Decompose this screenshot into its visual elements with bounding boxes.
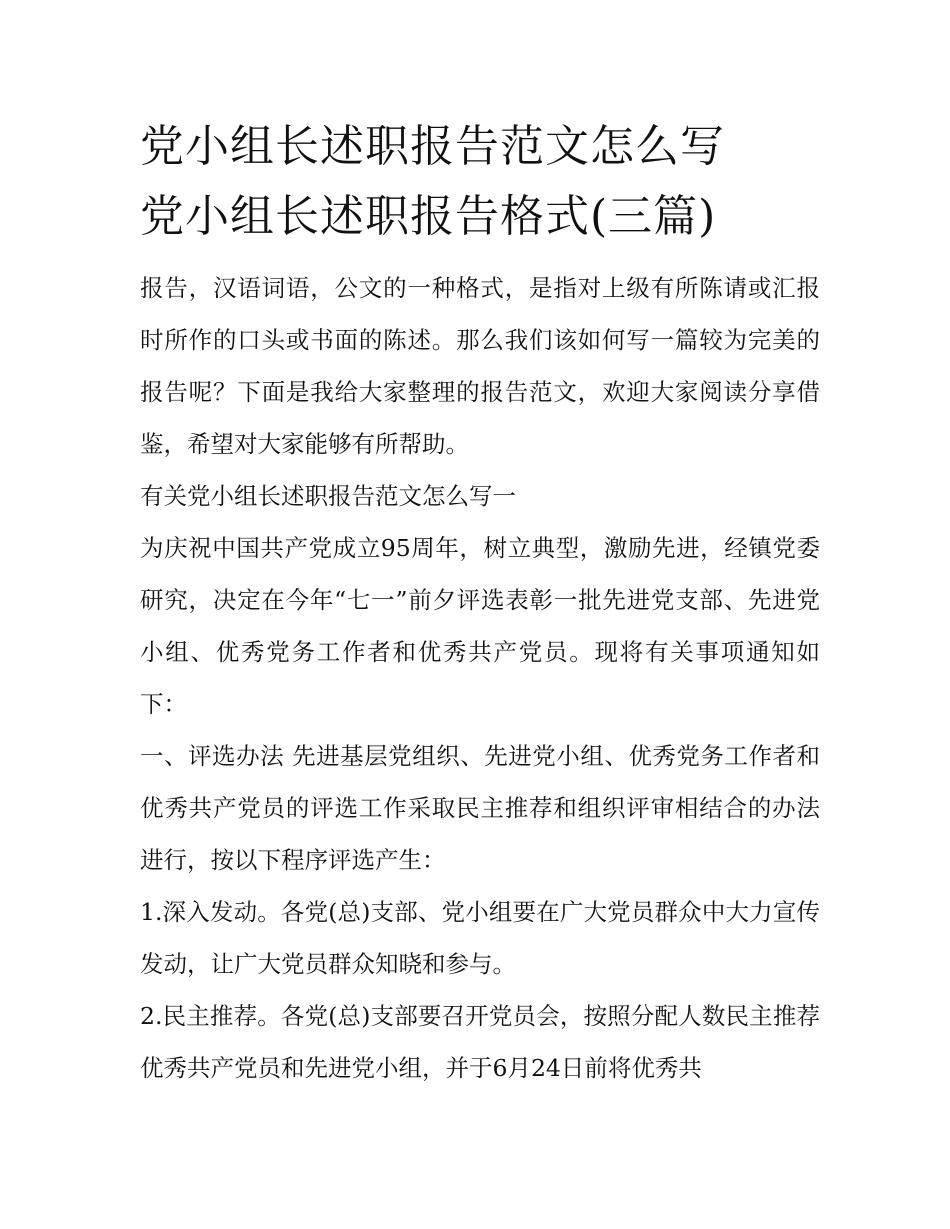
document-page — [140, 112, 820, 1094]
intro-paragraph: 报告，汉语词语，公文的一种格式，是指对上级有所陈请或汇报时所作的口头或书面的陈述。那么我们该如何写一篇较为完美的报告呢？下面是我给大家整理的报告范文，欢迎大家阅读分享借鉴，希望对大家能够有所帮助。 — [140, 274, 820, 458]
title-line-2: 党小组长述职报告格式(三篇) — [140, 191, 717, 242]
body-paragraph: 2.民主推荐。各党(总)支部要召开党员会，按照分配人数民主推荐优秀共产党员和先进党小组，并于6月24日前将优秀共 — [140, 1002, 820, 1082]
body-paragraph: 一、评选办法 先进基层党组织、先进党小组、优秀党务工作者和优秀共产党员的评选工作采取民主推荐和组织评审相结合的办法进行，按以下程序评选产生： — [140, 742, 820, 874]
document-title — [140, 112, 820, 252]
body-paragraph: 1.深入发动。各党(总)支部、党小组要在广大党员群众中大力宣传发动，让广大党员群众知晓和参与。 — [140, 898, 820, 978]
title-line-1: 党小组长述职报告范文怎么写 — [140, 121, 725, 172]
section-heading: 有关党小组长述职报告范文怎么写一 — [140, 482, 516, 510]
body-paragraph: 为庆祝中国共产党成立95周年，树立典型，激励先进，经镇党委研究，决定在今年“七一”前夕评选表彰一批先进党支部、先进党小组、优秀党务工作者和优秀共产党员。现将有关事项通知如下： — [140, 534, 820, 718]
